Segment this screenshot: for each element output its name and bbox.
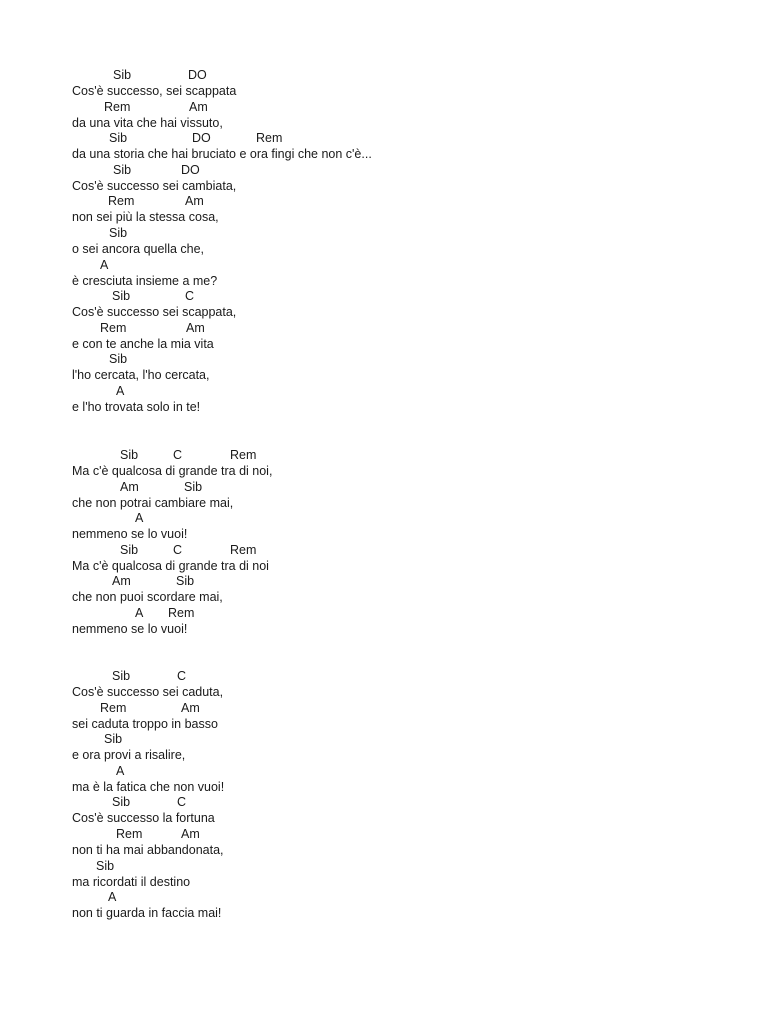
chord-label: Sib: [120, 448, 139, 462]
lyric-line: non ti guarda in faccia mai!: [72, 906, 222, 921]
lyric-line: Cos'è successo sei caduta,: [72, 685, 224, 699]
chord-label: Sib: [120, 542, 139, 557]
chord-label: Sib: [109, 226, 128, 240]
chord-label: Am: [181, 827, 200, 841]
lyric-line: da una vita che hai vissuto,: [72, 115, 223, 130]
chord-label: A: [135, 511, 144, 526]
chord-label: A: [108, 890, 117, 905]
lyric-line: Ma c'è qualcosa di grande tra di noi: [72, 558, 269, 573]
chord-label: Am: [189, 99, 208, 114]
chord-label: Rem: [116, 827, 143, 841]
lyric-line: Cos'è successo, sei scappata: [72, 84, 237, 98]
chord-label: DO: [181, 162, 200, 177]
chord-label: Rem: [100, 320, 127, 335]
chord-label: Sib: [96, 858, 115, 873]
chord-label: Am: [185, 194, 204, 209]
lyric-line: Cos'è successo sei scappata,: [72, 305, 237, 320]
chord-label: Sib: [176, 574, 195, 589]
chord-label: Sib: [109, 352, 128, 367]
chord-label: Sib: [113, 68, 132, 82]
chord-label: Rem: [230, 448, 257, 462]
lyric-line: Cos'è successo sei cambiata,: [72, 178, 237, 193]
chord-label: Rem: [100, 700, 127, 715]
lyric-line: e l'ho trovata solo in te!: [72, 400, 201, 414]
chord-label: Sib: [112, 669, 131, 683]
lyric-line: e con te anche la mia vita: [72, 336, 214, 351]
chord-label: DO: [188, 68, 207, 82]
lyric-line: ma ricordati il destino: [72, 874, 191, 889]
lyric-line: Ma c'è qualcosa di grande tra di noi,: [72, 464, 273, 478]
lyric-line: che non puoi scordare mai,: [72, 590, 223, 605]
chord-label: DO: [192, 131, 211, 146]
lyric-line: non sei più la stessa cosa,: [72, 210, 219, 225]
lyric-line: Cos'è successo la fortuna: [72, 811, 215, 826]
chord-label: Rem: [168, 606, 195, 620]
lyric-line: e ora provi a risalire,: [72, 748, 186, 763]
chord-label: Sib: [184, 479, 203, 494]
chord-label: A: [135, 606, 144, 620]
chord-label: Rem: [230, 542, 257, 557]
lyric-line: è cresciuta insieme a me?: [72, 273, 218, 288]
lyric-line: o sei ancora quella che,: [72, 242, 205, 256]
chord-label: Sib: [109, 131, 128, 146]
chord-label: Am: [112, 574, 131, 589]
chord-label: Am: [186, 320, 205, 335]
chord-label: C: [177, 669, 187, 683]
chord-label: C: [173, 542, 183, 557]
chord-label: Sib: [112, 795, 131, 810]
chord-label: Am: [181, 700, 200, 715]
chord-label: A: [116, 763, 125, 778]
chord-label: Am: [120, 479, 139, 494]
chord-label: C: [177, 795, 187, 810]
chord-label: Sib: [113, 162, 132, 177]
lyric-line: che non potrai cambiare mai,: [72, 495, 234, 510]
lyric-line: sei caduta troppo in basso: [72, 716, 218, 731]
chord-label: A: [116, 384, 125, 398]
chord-label: Sib: [104, 732, 123, 747]
chord-label: Sib: [112, 289, 131, 304]
lyric-line: l'ho cercata, l'ho cercata,: [72, 368, 210, 383]
chord-label: A: [100, 257, 109, 272]
lyric-line: ma è la fatica che non vuoi!: [72, 779, 225, 794]
chord-label: C: [185, 289, 195, 304]
lyric-line: non ti ha mai abbandonata,: [72, 843, 224, 857]
chord-label: Rem: [256, 131, 283, 146]
chord-label: C: [173, 448, 183, 462]
chord-label: Rem: [104, 99, 131, 114]
lyric-line: da una storia che hai bruciato e ora fingi che non c'è...: [72, 147, 372, 162]
lyric-line: nemmeno se lo vuoi!: [72, 622, 188, 636]
chord-label: Rem: [108, 194, 135, 209]
lyric-line: nemmeno se lo vuoi!: [72, 527, 188, 542]
